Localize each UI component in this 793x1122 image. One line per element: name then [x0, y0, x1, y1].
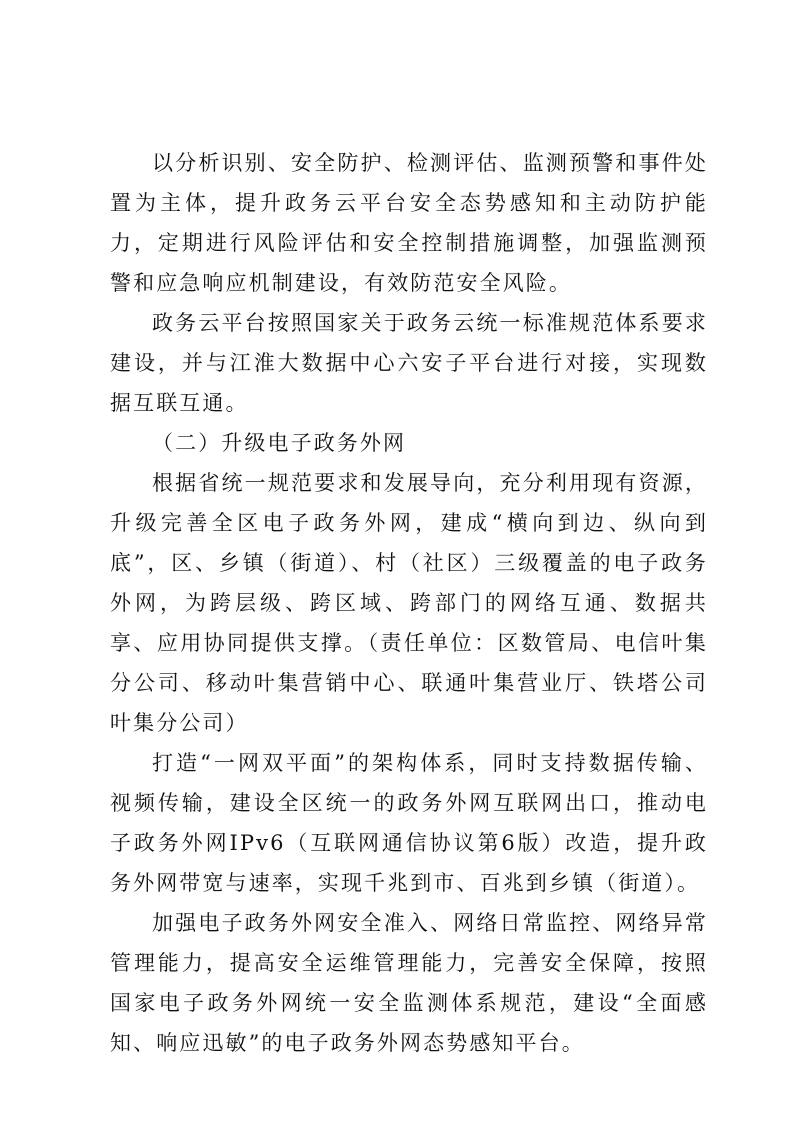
paragraph-upgrade-network: 根据省统一规范要求和发展导向，充分利用现有资源，升级完善全区电子政务外网，建成“横向到边、纵向到底”，区、乡镇（街道）、村（社区）三级覆盖的电子政务外网，为跨层级、跨区域、跨部门的网络互通、数据共享、应用协同提供支撑。（责任单位：区数管局、电信叶集分公司、移动叶集营销中心、联通叶集营业厅、铁塔公司叶集分公司） — [110, 471, 708, 735]
paragraph-cloud-standards: 政务云平台按照国家关于政务云统一标准规范体系要求建设，并与江淮大数据中心六安子平台进行对接，实现数据互联互通。 — [110, 311, 708, 415]
paragraph-architecture: 打造“一网双平面”的架构体系，同时支持数据传输、视频传输，建设全区统一的政务外网互联网出口，推动电子政务外网IPv6（互联网通信协议第6版）改造，提升政务外网带宽与速率，实现千兆到市、百兆到乡镇（街道）。 — [110, 751, 708, 895]
section-heading: （二）升级电子政务外网 — [152, 431, 407, 455]
document-page — [110, 143, 708, 1063]
paragraph-network-security: 加强电子政务外网安全准入、网络日常监控、网络异常管理能力，提高安全运维管理能力，完善安全保障，按照国家电子政务外网统一安全监测体系规范，建设“全面感知、响应迅敏”的电子政务外网态势感知平台。 — [110, 911, 708, 1055]
paragraph-security-capability: 以分析识别、安全防护、检测评估、监测预警和事件处置为主体，提升政务云平台安全态势感知和主动防护能力，定期进行风险评估和安全控制措施调整，加强监测预警和应急响应机制建设，有效防范安全风险。 — [110, 151, 708, 295]
